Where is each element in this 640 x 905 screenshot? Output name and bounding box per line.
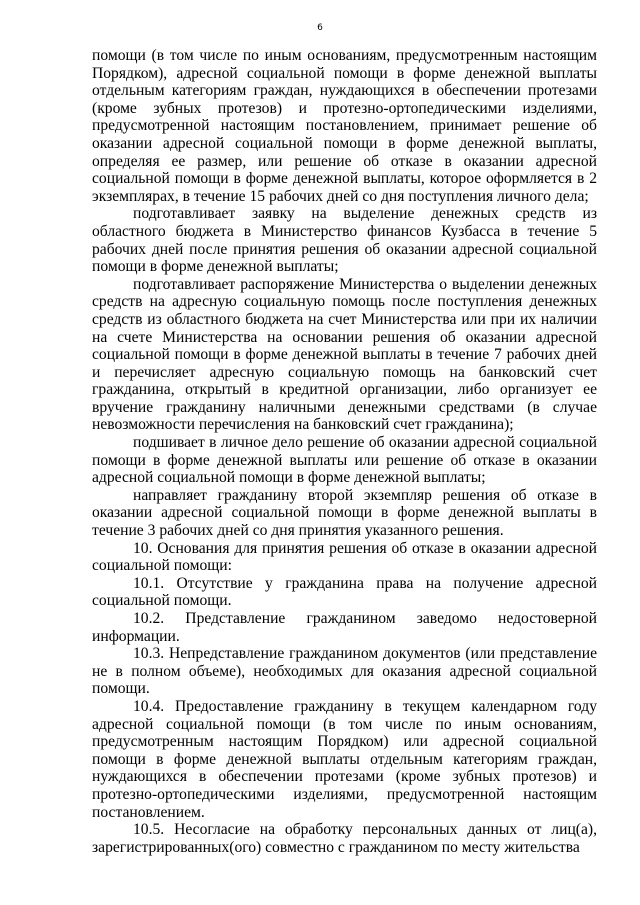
paragraph-10-3: 10.3. Непредставление гражданином документов (или представление не в полном объеме), необходимых для оказания адресной социальной помощи.: [92, 645, 597, 698]
paragraph-section-10: 10. Основания для принятия решения об отказе в оказании адресной социальной помощи:: [92, 539, 597, 575]
paragraph-10-5: 10.5. Несогласие на обработку персональных данных от лиц(а), зарегистрированных(ого) совместно с гражданином по месту жительства: [92, 821, 597, 856]
paragraph-file-decision: подшивает в личное дело решение об оказании адресной социальной помощи в форме денежной выплаты или решение об отказе в оказании адресной социальной помощи в форме денежной выплаты;: [92, 434, 597, 487]
paragraph-budget-request: подготавливает заявку на выделение денежных средств из областного бюджета в Министерство финансов Кузбасса в течение 5 рабочих дней после принятия решения об оказании адресной социальной помощи в форме денежной выплаты;: [92, 205, 597, 276]
paragraph-10-2: 10.2. Представление гражданином заведомо недостоверной информации.: [92, 610, 597, 645]
paragraph-10-4: 10.4. Предоставление гражданину в текущем календарном году адресной социальной помощи (в том числе по иным основаниям, предусмотренным настоящим Порядком) или адресной социальной помощи в форме денежной выплаты отдельным категориям граждан, нуждающихся в обеспечении протезами (кроме зубных протезов) и протезно-ортопедическими изделиями, предусмотренной настоящим постановлением.: [92, 697, 597, 821]
paragraph-continuation: помощи (в том числе по иным основаниям, предусмотренным настоящим Порядком), адресной социальной помощи в форме денежной выплаты отдельным категориям граждан, нуждающихся в обеспечении протезами (кроме зубных протезов) и протезно-ортопедическими изделиями, предусмотренной настоящим постановлением, принимает решение об оказании адресной социальной помощи в форме денежной выплаты, определяя ее размер, или решение об отказе в оказании адресной социальной помощи в форме денежной выплаты, которое оформляется в 2 экземплярах, в течение 15 рабочих дней со дня поступления личного дела;: [92, 47, 597, 205]
document-body: [92, 47, 597, 856]
paragraph-10-1: 10.1. Отсутствие у гражданина права на получение адресной социальной помощи.: [92, 574, 597, 610]
paragraph-send-refusal: направляет гражданину второй экземпляр решения об отказе в оказании адресной социальной помощи в форме денежной выплаты в течение 3 рабочих дней со дня принятия указанного решения.: [92, 486, 597, 540]
page-number: 6: [317, 23, 323, 33]
paragraph-funds-order: подготавливает распоряжение Министерства о выделении денежных средств на адресную социальную помощь после поступления денежных средств из областного бюджета на счет Министерства или при их наличии на счете Министерства на основании решения об оказании адресной социальной помощи в форме денежной выплаты в течение 7 рабочих дней и перечисляет адресную социальную помощь на банковский счет гражданина, открытый в кредитной организации, либо организует ее вручение гражданину наличными денежными средствами (в случае невозможности перечисления на банковский счет гражданина);: [92, 275, 597, 434]
